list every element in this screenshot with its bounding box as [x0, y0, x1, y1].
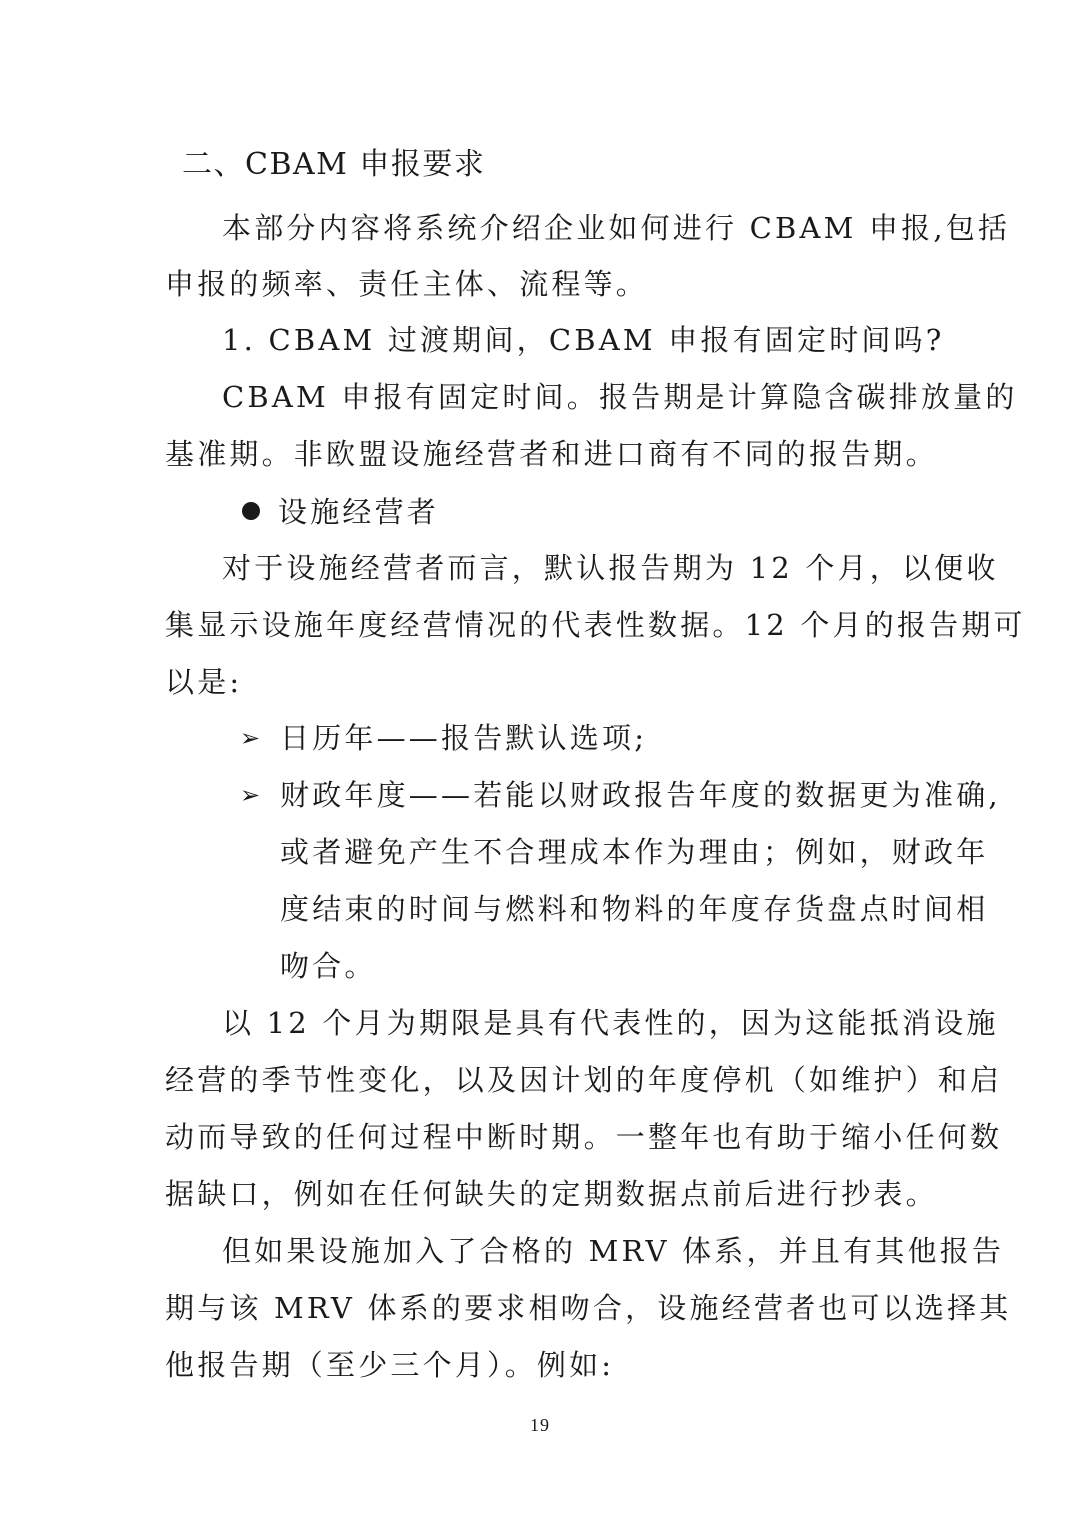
operator-para-line-3: 以是:: [165, 665, 243, 699]
question-1: 1. CBAM 过渡期间，CBAM 申报有固定时间吗?: [222, 323, 945, 357]
arrow-bullet-icon: ➢: [240, 781, 261, 809]
mrv-para-line-2: 期与该 MRV 体系的要求相吻合，设施经营者也可以选择其: [165, 1291, 1012, 1325]
intro-line-1: 本部分内容将系统介绍企业如何进行 CBAM 申报,包括: [222, 211, 1011, 245]
bullet-title: 设施经营者: [278, 495, 440, 529]
mrv-para-line-1: 但如果设施加入了合格的 MRV 体系，并且有其他报告: [222, 1234, 1005, 1268]
operator-para-line-2: 集显示设施年度经营情况的代表性数据。12 个月的报告期可: [165, 608, 1026, 642]
operator-para-line-1: 对于设施经营者而言，默认报告期为 12 个月，以便收: [222, 551, 999, 585]
intro-line-2: 申报的频率、责任主体、流程等。: [165, 267, 649, 301]
arrow-item-2-line-2: 或者避免产生不合理成本作为理由；例如，财政年: [280, 835, 989, 869]
representative-para-line-3: 动而导致的任何过程中断时期。一整年也有助于缩小任何数: [165, 1120, 1003, 1154]
page-number: 19: [530, 1415, 550, 1435]
arrow-item-2-line-4: 吻合。: [280, 949, 377, 983]
representative-para-line-1: 以 12 个月为期限是具有代表性的，因为这能抵消设施: [222, 1006, 999, 1040]
representative-para-line-4: 据缺口，例如在任何缺失的定期数据点前后进行抄表。: [165, 1177, 938, 1211]
answer-1-line-2: 基准期。非欧盟设施经营者和进口商有不同的报告期。: [165, 437, 938, 471]
arrow-item-1: 日历年——报告默认选项;: [280, 721, 648, 755]
representative-para-line-2: 经营的季节性变化，以及因计划的年度停机（如维护）和启: [165, 1063, 1003, 1097]
arrow-item-2-line-1: 财政年度——若能以财政报告年度的数据更为准确,: [280, 778, 1001, 812]
mrv-para-line-3: 他报告期（至少三个月）。例如:: [165, 1348, 615, 1382]
filled-circle-icon: [242, 502, 260, 520]
arrow-item-2-line-3: 度结束的时间与燃料和物料的年度存货盘点时间相: [280, 892, 989, 926]
section-title: 二、CBAM 申报要求: [182, 147, 486, 182]
answer-1-line-1: CBAM 申报有固定时间。报告期是计算隐含碳排放量的: [222, 380, 1018, 414]
arrow-bullet-icon: ➢: [240, 724, 261, 752]
bullet-item-operator: [242, 492, 1002, 532]
